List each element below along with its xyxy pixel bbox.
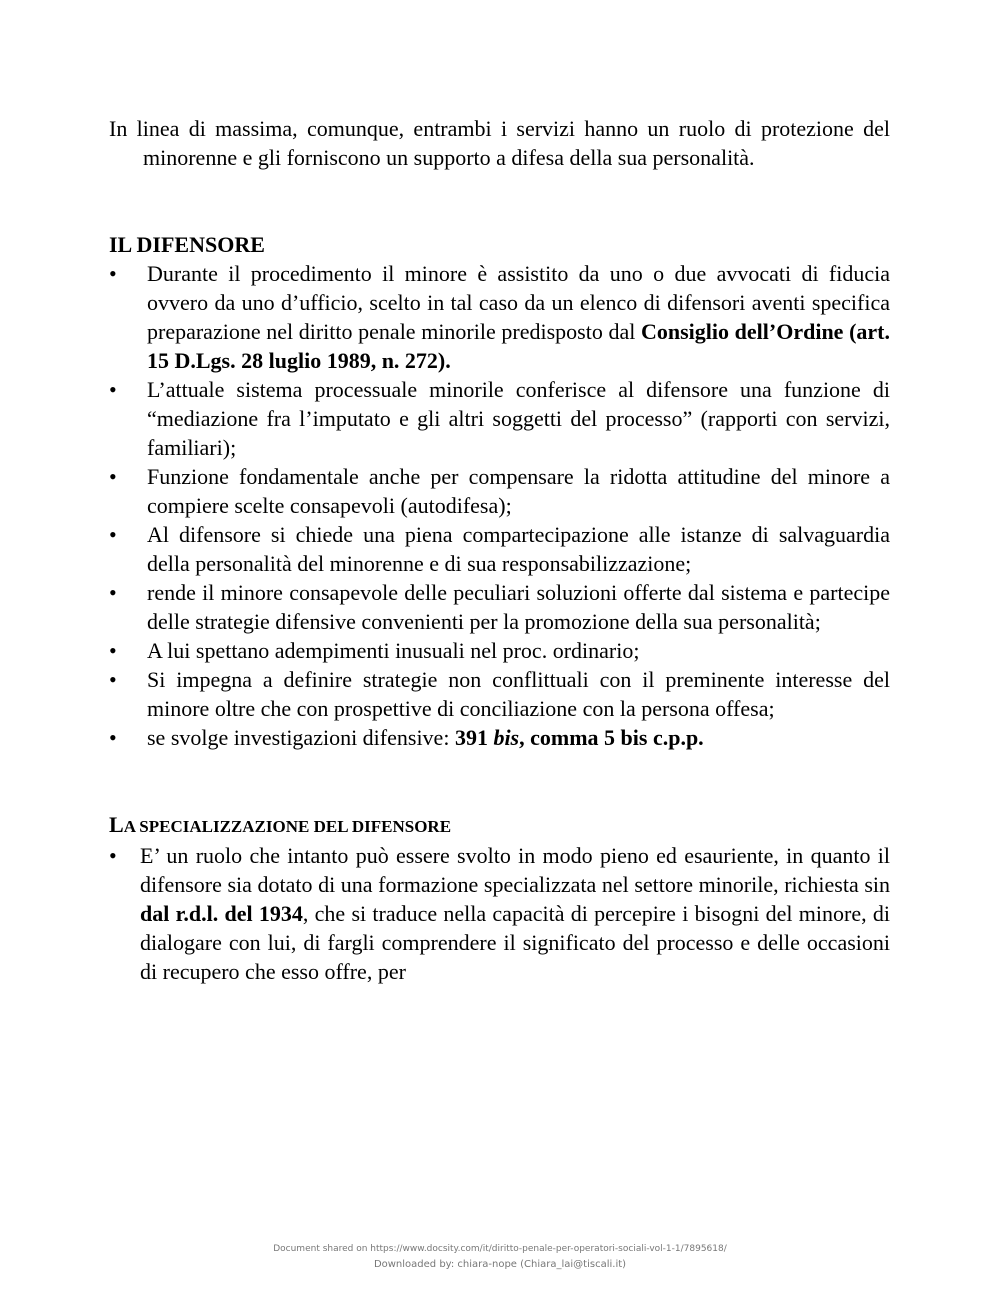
difensore-bullet-list	[109, 259, 890, 752]
section-heading-difensore: IL DIFENSORE	[109, 232, 265, 257]
list-item-text: se svolge investigazioni difensive:	[147, 725, 455, 750]
list-item-bold: dal r.d.l. del 1934	[140, 901, 303, 926]
heading-small-caps: A SPECIALIZZAZIONE DEL DIFENSORE	[123, 817, 452, 836]
list-item-text: Al difensore si chiede una piena compartecipazione alle istanze di salvaguardia della personalità del minorenne e di sua responsabilizzazione;	[147, 522, 890, 576]
list-item-bold: Consiglio dell’Ordine (art. 15 D.Lgs. 28 luglio 1989, n. 272).	[147, 319, 890, 373]
list-item-text: Si impegna a definire strategie non conflittuali con il preminente interesse del minore oltre che con prospettive di conciliazione con la persona offesa;	[147, 667, 890, 721]
specializzazione-bullet-list	[109, 841, 890, 986]
list-item	[109, 636, 890, 665]
list-item	[109, 259, 890, 375]
list-item-text: Funzione fondamentale anche per compensare la ridotta attitudine del minore a compiere scelte consapevoli (autodifesa);	[147, 464, 890, 518]
footer-downloaded-by: Downloaded by: chiara-nope (Chiara_lai@tiscali.it)	[373, 1259, 627, 1270]
list-item-text: A lui spettano adempimenti inusuali nel proc. ordinario;	[147, 638, 640, 663]
list-item	[109, 665, 890, 723]
bullet-icon: •	[109, 843, 117, 868]
list-item-bold: 391	[454, 725, 494, 750]
bullet-icon: •	[109, 580, 117, 605]
list-item	[109, 462, 890, 520]
list-item-text: L’attuale sistema processuale minorile conferisce al difensore una funzione di “mediazione fra l’imputato e gli altri soggetti del processo” (rapporti con servizi, familiari);	[147, 377, 890, 460]
bullet-icon: •	[109, 725, 117, 750]
bullet-icon: •	[109, 464, 117, 489]
intro-paragraph: In linea di massima, comunque, entrambi i servizi hanno un ruolo di protezione del minorenne e gli forniscono un supporto a difesa della sua personalità.	[109, 116, 890, 170]
bullet-icon: •	[109, 377, 117, 402]
list-item-text: rende il minore consapevole delle peculiari soluzioni offerte dal sistema e partecipe delle strategie difensive convenienti per la promozione della sua personalità;	[147, 580, 890, 634]
list-item-text: Durante il procedimento il minore è assistito da uno o due avvocati di fiducia ovvero da uno d’ufficio, scelto in tal caso da un elenco di difensori aventi specifica preparazione nel diritto penale minorile predisposto dal	[147, 261, 890, 344]
list-item	[109, 520, 890, 578]
bullet-icon: •	[109, 522, 117, 547]
list-item-text: E’ un ruolo che intanto può essere svolto in modo pieno ed esauriente, in quanto il difensore sia dotato di una formazione specializzata nel settore minorile, richiesta sin	[140, 843, 890, 897]
heading-capital: L	[109, 812, 124, 837]
list-item	[109, 723, 890, 752]
list-item	[109, 578, 890, 636]
list-item-bold-italic: bis	[493, 725, 520, 750]
list-item-bold-tail: , comma 5 bis c.p.p.	[519, 725, 704, 750]
list-item-tail: , che si traduce nella capacità di percepire i bisogni del minore, di dialogare con lui, di fargli comprendere il significato del processo e delle occasioni di recupero che esso offre, per	[140, 901, 890, 984]
bullet-icon: •	[109, 261, 117, 286]
page-content	[109, 114, 890, 986]
bullet-icon: •	[109, 667, 117, 692]
list-item	[109, 841, 890, 986]
section-heading-specializzazione	[109, 810, 890, 841]
footer-shared-url: Document shared on https://www.docsity.com/it/diritto-penale-per-operatori-sociali-vol-1-1/7895618/	[273, 1244, 727, 1254]
bullet-icon: •	[109, 638, 117, 663]
list-item	[109, 375, 890, 462]
